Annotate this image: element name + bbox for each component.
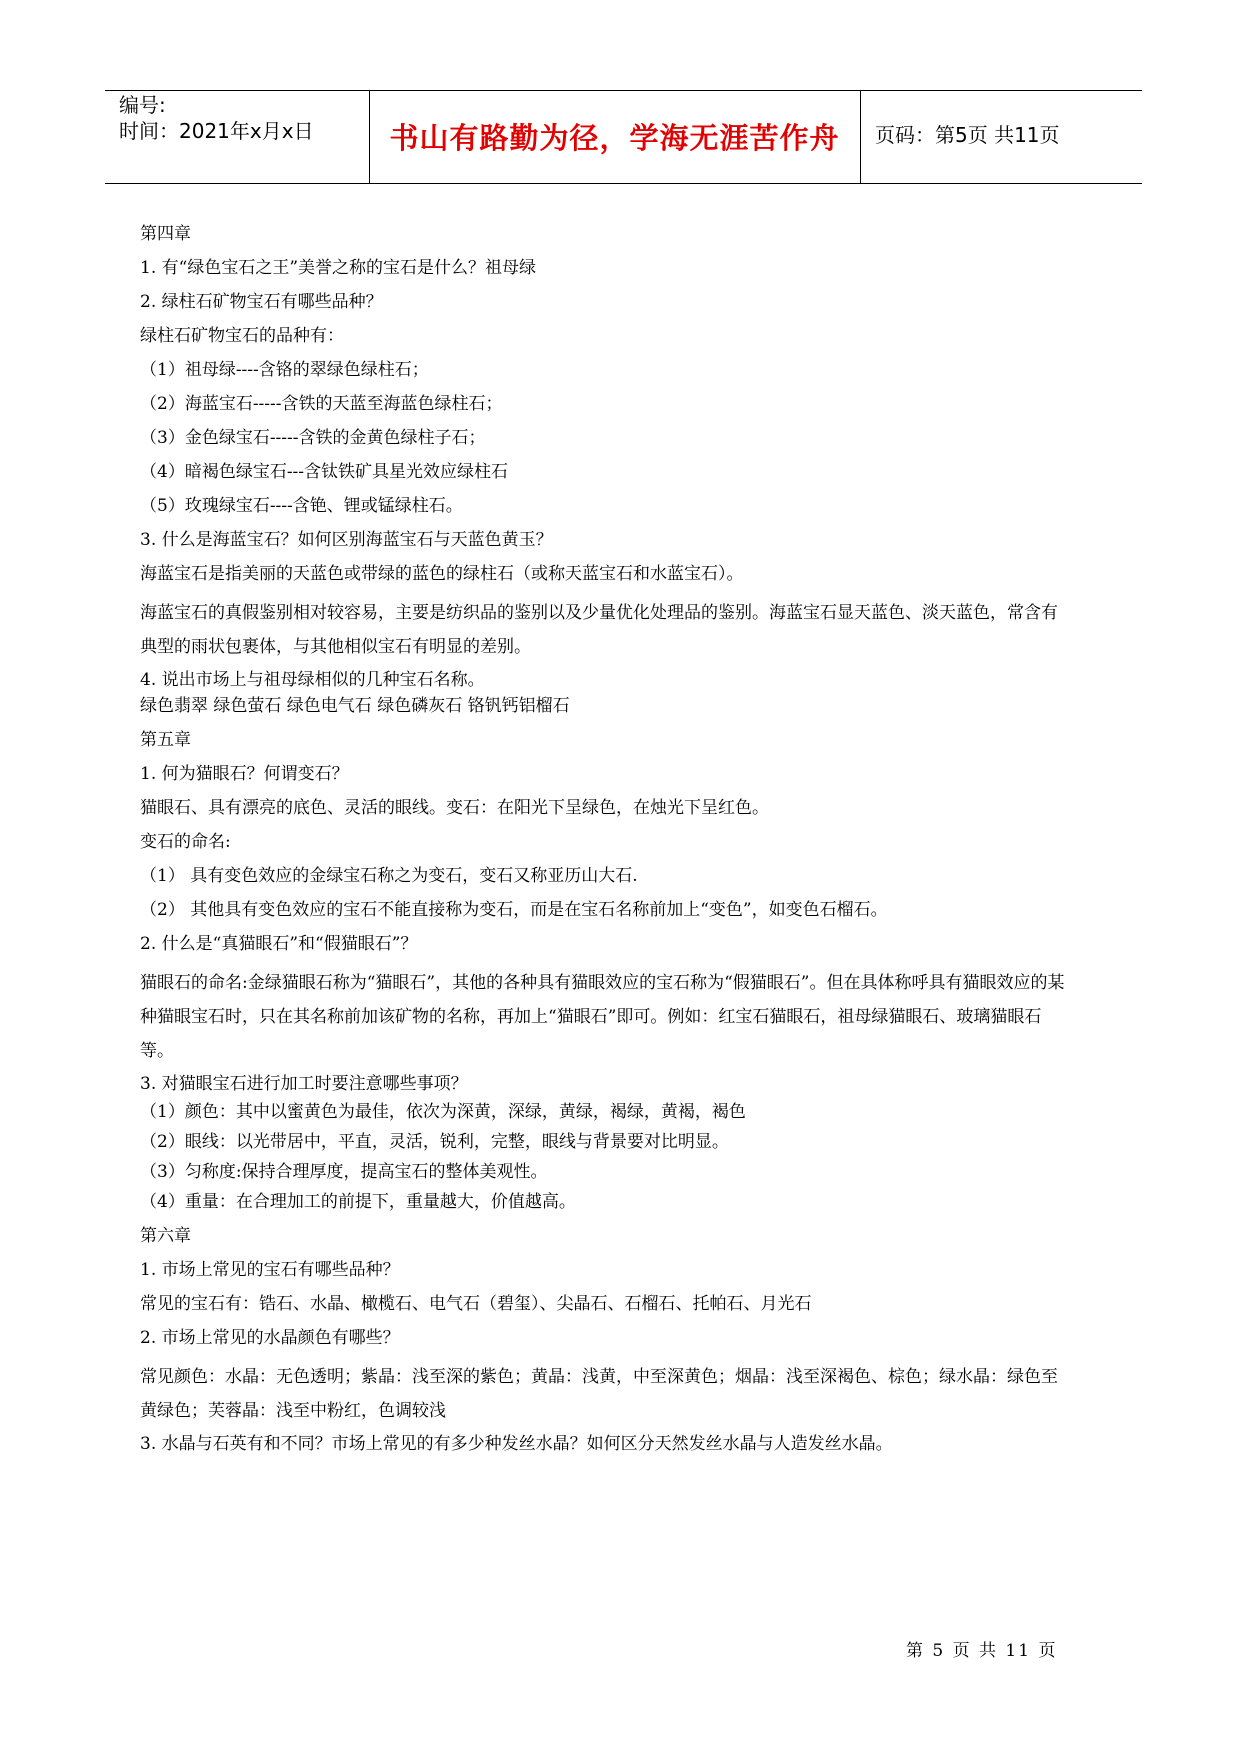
header-divider-right bbox=[860, 90, 861, 183]
page-footer: 第 5 页 共 11 页 bbox=[906, 1641, 1058, 1661]
paragraph: 3. 什么是海蓝宝石？如何区别海蓝宝石与天蓝色黄玉？ bbox=[140, 530, 553, 550]
document-body bbox=[140, 222, 1070, 1466]
document-number-label: 编号: bbox=[119, 93, 166, 117]
paragraph: 海蓝宝石的真假鉴别相对较容易，主要是纺织品的鉴别以及少量优化处理品的鉴别。海蓝宝石显天蓝色、淡天蓝色，常含有典型的雨状包裹体，与其他相似宝石有明显的差别。 bbox=[140, 603, 1058, 657]
list-item: （2） 其他具有变色效应的宝石不能直接称为变石，而是在宝石名称前加上“变色”，如变色石榴石。 bbox=[140, 900, 888, 920]
list-item: （4）暗褐色绿宝石---含钛铁矿具星光效应绿柱石 bbox=[140, 462, 509, 482]
paragraph: 绿柱石矿物宝石的品种有： bbox=[140, 326, 344, 346]
header-page-label: 页码：第5页 共11页 bbox=[875, 123, 1060, 147]
paragraph: 3. 对猫眼宝石进行加工时要注意哪些事项？ bbox=[140, 1074, 468, 1094]
document-time-label: 时间：2021年x月x日 bbox=[119, 119, 314, 143]
list-item: （3）匀称度:保持合理厚度，提高宝石的整体美观性。 bbox=[140, 1162, 548, 1182]
header-motto: 书山有路勤为径，学海无涯苦作舟 bbox=[389, 121, 840, 155]
list-item: （1）祖母绿----含铬的翠绿色绿柱石； bbox=[140, 360, 429, 380]
list-item: （1）颜色：其中以蜜黄色为最佳，依次为深黄，深绿，黄绿，褐绿，黄褐，褐色 bbox=[140, 1102, 746, 1122]
list-item: （2）眼线：以光带居中，平直，灵活，锐利，完整，眼线与背景要对比明显。 bbox=[140, 1132, 729, 1152]
paragraph: 4. 说出市场上与祖母绿相似的几种宝石名称。 bbox=[140, 670, 485, 690]
chapter-heading-4: 第四章 bbox=[140, 224, 191, 244]
chapter-heading-5: 第五章 bbox=[140, 730, 191, 750]
paragraph: 2. 绿柱石矿物宝石有哪些品种？ bbox=[140, 292, 383, 312]
paragraph: 猫眼石、具有漂亮的底色、灵活的眼线。变石：在阳光下呈绿色，在烛光下呈红色。 bbox=[140, 798, 769, 818]
paragraph: 3. 水晶与石英有和不同？市场上常见的有多少种发丝水晶？如何区分天然发丝水晶与人造发丝水晶。 bbox=[140, 1434, 893, 1454]
list-item: （3）金色绿宝石-----含铁的金黄色绿柱子石； bbox=[140, 428, 486, 448]
paragraph: 2. 市场上常见的水晶颜色有哪些？ bbox=[140, 1328, 400, 1348]
paragraph: 绿色翡翠 绿色萤石 绿色电气石 绿色磷灰石 铬钒钙铝榴石 bbox=[140, 696, 570, 716]
paragraph: 1. 市场上常见的宝石有哪些品种？ bbox=[140, 1260, 400, 1280]
list-item: （1） 具有变色效应的金绿宝石称之为变石，变石又称亚历山大石. bbox=[140, 866, 638, 886]
header-left-cell bbox=[119, 92, 314, 144]
paragraph: 常见的宝石有：锆石、水晶、橄榄石、电气石（碧玺）、尖晶石、石榴石、托帕石、月光石 bbox=[140, 1294, 812, 1314]
paragraph: 1. 有“绿色宝石之王”美誉之称的宝石是什么？祖母绿 bbox=[140, 258, 537, 278]
paragraph: 常见颜色：水晶：无色透明；紫晶：浅至深的紫色；黄晶：浅黄，中至深黄色；烟晶：浅至深褐色、棕色；绿水晶：绿色至黄绿色；芙蓉晶：浅至中粉红，色调较浅 bbox=[140, 1367, 1058, 1421]
page-header bbox=[105, 90, 1142, 183]
paragraph: 1. 何为猫眼石？何谓变石？ bbox=[140, 764, 349, 784]
list-item: （2）海蓝宝石-----含铁的天蓝至海蓝色绿柱石； bbox=[140, 394, 503, 414]
list-item: （4）重量：在合理加工的前提下，重量越大，价值越高。 bbox=[140, 1192, 576, 1212]
header-bottom-rule bbox=[105, 183, 1142, 184]
paragraph: 猫眼石的命名:金绿猫眼石称为“猫眼石”，其他的各种具有猫眼效应的宝石称为“假猫眼石”。但在具体称呼具有猫眼效应的某种猫眼宝石时，只在其名称前加该矿物的名称，再加上“猫眼石”即可。例如：红宝石猫眼石，祖母绿猫眼石、玻璃猫眼石等。 bbox=[140, 973, 1065, 1061]
paragraph: 变石的命名: bbox=[140, 832, 231, 852]
list-item: （5）玫瑰绿宝石----含铯、锂或锰绿柱石。 bbox=[140, 496, 463, 516]
paragraph: 海蓝宝石是指美丽的天蓝色或带绿的蓝色的绿柱石（或称天蓝宝石和水蓝宝石）。 bbox=[140, 564, 744, 584]
paragraph: 2. 什么是“真猫眼石”和“假猫眼石”？ bbox=[140, 934, 418, 954]
chapter-heading-6: 第六章 bbox=[140, 1226, 191, 1246]
